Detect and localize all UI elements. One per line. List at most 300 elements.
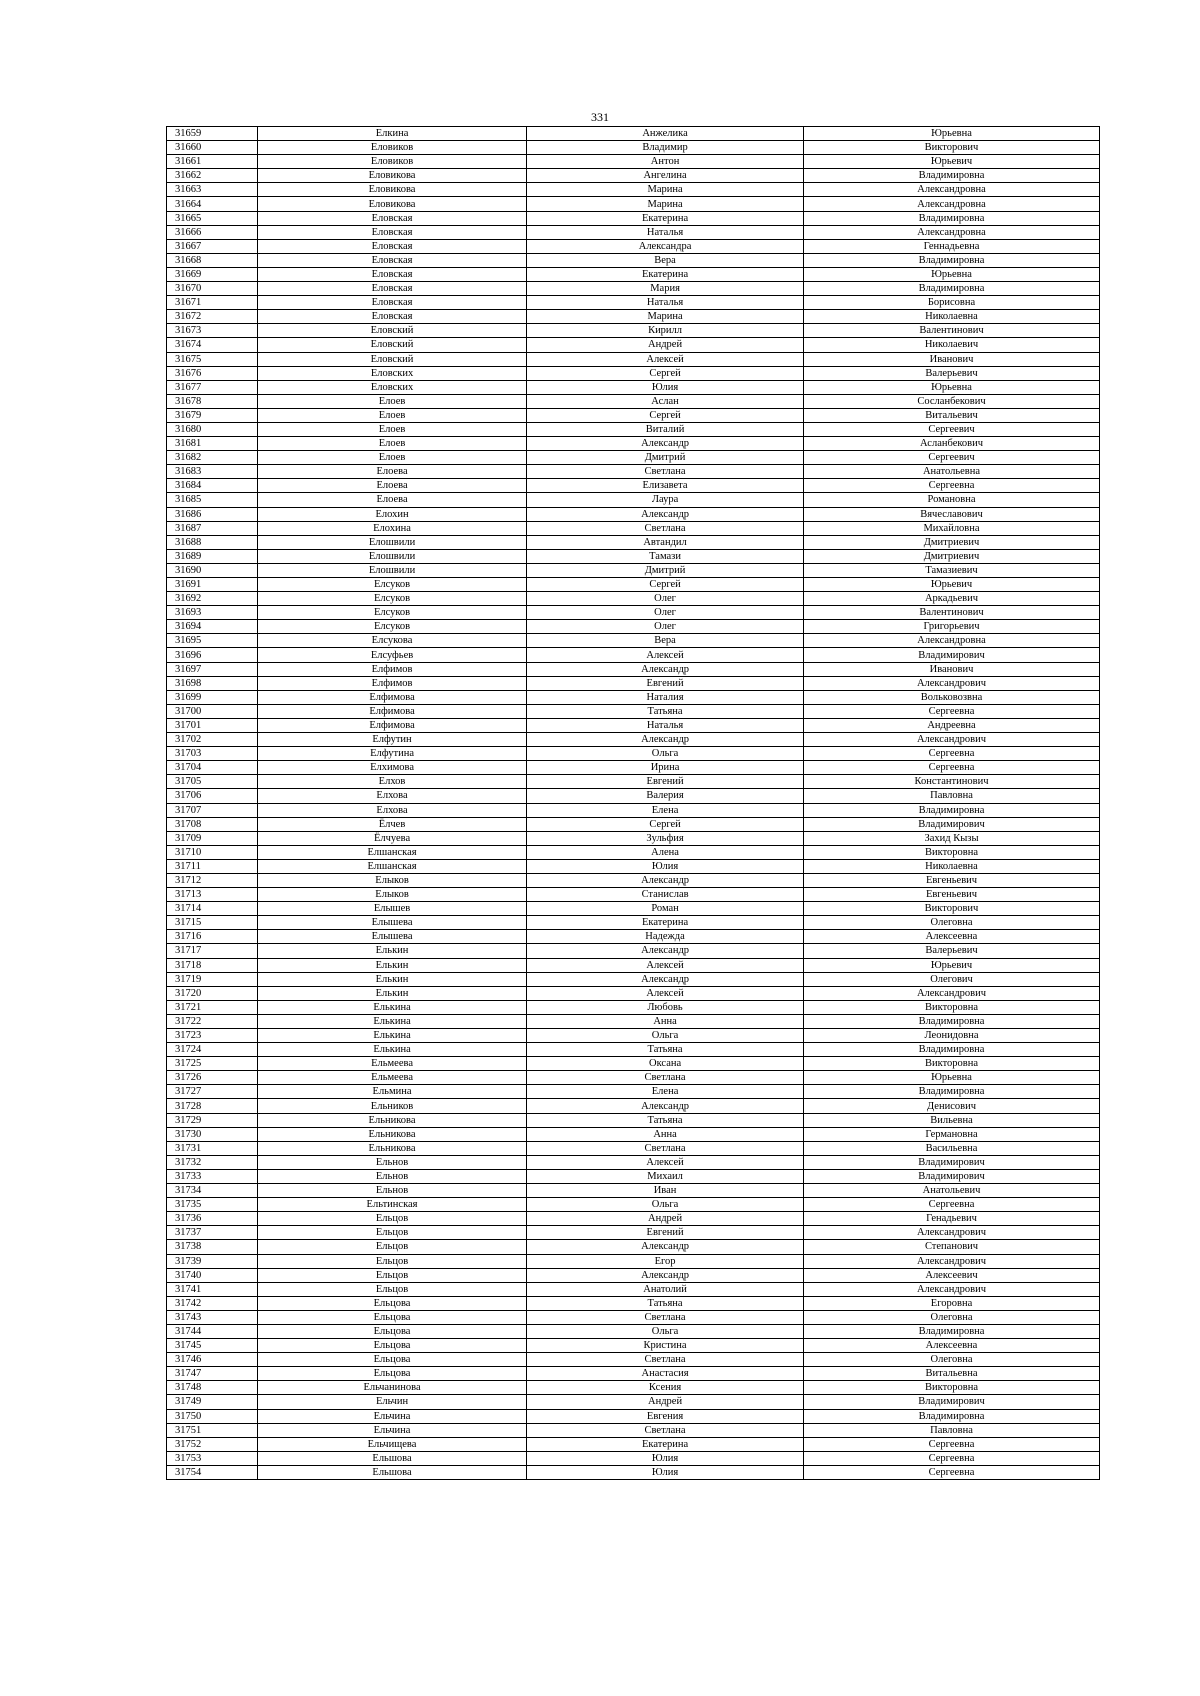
last-name-cell: Елоев bbox=[257, 451, 526, 465]
patronymic-cell: Павловна bbox=[804, 789, 1100, 803]
last-name-cell: Ёлчев bbox=[257, 817, 526, 831]
record-number-cell: 31672 bbox=[167, 310, 258, 324]
last-name-cell: Еловский bbox=[257, 338, 526, 352]
table-row bbox=[167, 718, 1100, 732]
patronymic-cell: Владимирович bbox=[804, 1395, 1100, 1409]
record-number-cell: 31700 bbox=[167, 704, 258, 718]
last-name-cell: Ельмеева bbox=[257, 1071, 526, 1085]
first-name-cell: Мария bbox=[527, 282, 804, 296]
table-row bbox=[167, 873, 1100, 887]
first-name-cell: Наталия bbox=[527, 690, 804, 704]
first-name-cell: Светлана bbox=[527, 1353, 804, 1367]
last-name-cell: Ельцова bbox=[257, 1296, 526, 1310]
table-row bbox=[167, 1254, 1100, 1268]
last-name-cell: Елышев bbox=[257, 902, 526, 916]
first-name-cell: Оксана bbox=[527, 1057, 804, 1071]
names-table bbox=[166, 126, 1100, 1480]
table-row bbox=[167, 1310, 1100, 1324]
patronymic-cell: Николаевич bbox=[804, 338, 1100, 352]
last-name-cell: Еловиков bbox=[257, 141, 526, 155]
patronymic-cell: Владимирович bbox=[804, 1169, 1100, 1183]
record-number-cell: 31674 bbox=[167, 338, 258, 352]
last-name-cell: Еловикова bbox=[257, 197, 526, 211]
last-name-cell: Елсуков bbox=[257, 606, 526, 620]
last-name-cell: Елоева bbox=[257, 479, 526, 493]
first-name-cell: Владимир bbox=[527, 141, 804, 155]
patronymic-cell: Сергеевна bbox=[804, 1451, 1100, 1465]
record-number-cell: 31741 bbox=[167, 1282, 258, 1296]
record-number-cell: 31689 bbox=[167, 549, 258, 563]
record-number-cell: 31723 bbox=[167, 1029, 258, 1043]
last-name-cell: Ельцова bbox=[257, 1339, 526, 1353]
table-row bbox=[167, 620, 1100, 634]
first-name-cell: Олег bbox=[527, 620, 804, 634]
last-name-cell: Ельтинская bbox=[257, 1198, 526, 1212]
table-row bbox=[167, 676, 1100, 690]
first-name-cell: Анна bbox=[527, 1014, 804, 1028]
record-number-cell: 31719 bbox=[167, 972, 258, 986]
last-name-cell: Елышева bbox=[257, 930, 526, 944]
table-row bbox=[167, 1085, 1100, 1099]
record-number-cell: 31683 bbox=[167, 465, 258, 479]
last-name-cell: Еловская bbox=[257, 225, 526, 239]
last-name-cell: Елсукова bbox=[257, 634, 526, 648]
patronymic-cell: Александрович bbox=[804, 1282, 1100, 1296]
patronymic-cell: Александрович bbox=[804, 1254, 1100, 1268]
first-name-cell: Иван bbox=[527, 1184, 804, 1198]
first-name-cell: Александр bbox=[527, 972, 804, 986]
first-name-cell: Зульфия bbox=[527, 831, 804, 845]
last-name-cell: Елсуфьев bbox=[257, 648, 526, 662]
patronymic-cell: Александровна bbox=[804, 225, 1100, 239]
record-number-cell: 31714 bbox=[167, 902, 258, 916]
last-name-cell: Елхова bbox=[257, 789, 526, 803]
patronymic-cell: Константинович bbox=[804, 775, 1100, 789]
patronymic-cell: Вячеславович bbox=[804, 507, 1100, 521]
table-row bbox=[167, 1324, 1100, 1338]
table-row bbox=[167, 789, 1100, 803]
first-name-cell: Лаура bbox=[527, 493, 804, 507]
patronymic-cell: Викторович bbox=[804, 141, 1100, 155]
table-row bbox=[167, 1353, 1100, 1367]
patronymic-cell: Владимирович bbox=[804, 817, 1100, 831]
table-row bbox=[167, 563, 1100, 577]
last-name-cell: Елоев bbox=[257, 408, 526, 422]
table-row bbox=[167, 958, 1100, 972]
record-number-cell: 31690 bbox=[167, 563, 258, 577]
last-name-cell: Ельцова bbox=[257, 1353, 526, 1367]
last-name-cell: Еловский bbox=[257, 324, 526, 338]
patronymic-cell: Юрьевич bbox=[804, 958, 1100, 972]
last-name-cell: Ельчина bbox=[257, 1409, 526, 1423]
last-name-cell: Ельцов bbox=[257, 1212, 526, 1226]
last-name-cell: Елфимова bbox=[257, 690, 526, 704]
first-name-cell: Виталий bbox=[527, 422, 804, 436]
table-row bbox=[167, 648, 1100, 662]
first-name-cell: Валерия bbox=[527, 789, 804, 803]
last-name-cell: Елфимова bbox=[257, 718, 526, 732]
table-row bbox=[167, 845, 1100, 859]
record-number-cell: 31740 bbox=[167, 1268, 258, 1282]
first-name-cell: Егор bbox=[527, 1254, 804, 1268]
patronymic-cell: Николаевна bbox=[804, 310, 1100, 324]
patronymic-cell: Александрович bbox=[804, 1226, 1100, 1240]
last-name-cell: Ельчанинова bbox=[257, 1381, 526, 1395]
first-name-cell: Михаил bbox=[527, 1169, 804, 1183]
first-name-cell: Александр bbox=[527, 1268, 804, 1282]
patronymic-cell: Николаевна bbox=[804, 859, 1100, 873]
record-number-cell: 31754 bbox=[167, 1465, 258, 1479]
last-name-cell: Елсуков bbox=[257, 592, 526, 606]
patronymic-cell: Дмитриевич bbox=[804, 535, 1100, 549]
first-name-cell: Сергей bbox=[527, 817, 804, 831]
first-name-cell: Светлана bbox=[527, 1141, 804, 1155]
patronymic-cell: Михайловна bbox=[804, 521, 1100, 535]
first-name-cell: Екатерина bbox=[527, 916, 804, 930]
first-name-cell: Олег bbox=[527, 606, 804, 620]
table-row bbox=[167, 211, 1100, 225]
table-row bbox=[167, 1113, 1100, 1127]
last-name-cell: Елькина bbox=[257, 1014, 526, 1028]
table-row bbox=[167, 930, 1100, 944]
patronymic-cell: Александровна bbox=[804, 197, 1100, 211]
first-name-cell: Юлия bbox=[527, 1451, 804, 1465]
record-number-cell: 31731 bbox=[167, 1141, 258, 1155]
record-number-cell: 31694 bbox=[167, 620, 258, 634]
patronymic-cell: Захид Кызы bbox=[804, 831, 1100, 845]
last-name-cell: Еловикова bbox=[257, 169, 526, 183]
last-name-cell: Елкина bbox=[257, 127, 526, 141]
record-number-cell: 31660 bbox=[167, 141, 258, 155]
first-name-cell: Юлия bbox=[527, 859, 804, 873]
table-row bbox=[167, 1437, 1100, 1451]
last-name-cell: Ельцова bbox=[257, 1310, 526, 1324]
table-row bbox=[167, 1423, 1100, 1437]
record-number-cell: 31724 bbox=[167, 1043, 258, 1057]
patronymic-cell: Сергеевна bbox=[804, 1465, 1100, 1479]
table-row bbox=[167, 422, 1100, 436]
record-number-cell: 31752 bbox=[167, 1437, 258, 1451]
first-name-cell: Ольга bbox=[527, 747, 804, 761]
patronymic-cell: Романовна bbox=[804, 493, 1100, 507]
record-number-cell: 31687 bbox=[167, 521, 258, 535]
record-number-cell: 31747 bbox=[167, 1367, 258, 1381]
first-name-cell: Ангелина bbox=[527, 169, 804, 183]
first-name-cell: Ольга bbox=[527, 1324, 804, 1338]
patronymic-cell: Сергеевич bbox=[804, 422, 1100, 436]
table-row bbox=[167, 606, 1100, 620]
last-name-cell: Елхова bbox=[257, 803, 526, 817]
table-row bbox=[167, 324, 1100, 338]
patronymic-cell: Алексеевна bbox=[804, 1339, 1100, 1353]
table-row bbox=[167, 1409, 1100, 1423]
patronymic-cell: Юрьевна bbox=[804, 1071, 1100, 1085]
table-row bbox=[167, 141, 1100, 155]
last-name-cell: Еловская bbox=[257, 239, 526, 253]
patronymic-cell: Олеговна bbox=[804, 916, 1100, 930]
patronymic-cell: Сергеевна bbox=[804, 479, 1100, 493]
patronymic-cell: Леонидовна bbox=[804, 1029, 1100, 1043]
table-row bbox=[167, 535, 1100, 549]
record-number-cell: 31750 bbox=[167, 1409, 258, 1423]
table-row bbox=[167, 888, 1100, 902]
last-name-cell: Еловская bbox=[257, 282, 526, 296]
patronymic-cell: Евгеньевич bbox=[804, 873, 1100, 887]
last-name-cell: Елькина bbox=[257, 1043, 526, 1057]
patronymic-cell: Анатольевна bbox=[804, 465, 1100, 479]
first-name-cell: Екатерина bbox=[527, 1437, 804, 1451]
record-number-cell: 31734 bbox=[167, 1184, 258, 1198]
last-name-cell: Елохин bbox=[257, 507, 526, 521]
patronymic-cell: Витальевна bbox=[804, 1367, 1100, 1381]
record-number-cell: 31749 bbox=[167, 1395, 258, 1409]
table-row bbox=[167, 253, 1100, 267]
first-name-cell: Татьяна bbox=[527, 1296, 804, 1310]
last-name-cell: Ельцов bbox=[257, 1254, 526, 1268]
patronymic-cell: Александрович bbox=[804, 733, 1100, 747]
patronymic-cell: Валентинович bbox=[804, 324, 1100, 338]
first-name-cell: Наталья bbox=[527, 718, 804, 732]
last-name-cell: Ельцова bbox=[257, 1324, 526, 1338]
last-name-cell: Еловская bbox=[257, 267, 526, 281]
first-name-cell: Наталья bbox=[527, 296, 804, 310]
record-number-cell: 31698 bbox=[167, 676, 258, 690]
patronymic-cell: Егоровна bbox=[804, 1296, 1100, 1310]
last-name-cell: Ельцов bbox=[257, 1282, 526, 1296]
patronymic-cell: Тамазиевич bbox=[804, 563, 1100, 577]
last-name-cell: Елькин bbox=[257, 986, 526, 1000]
first-name-cell: Алена bbox=[527, 845, 804, 859]
table-row bbox=[167, 465, 1100, 479]
table-row bbox=[167, 507, 1100, 521]
first-name-cell: Станислав bbox=[527, 888, 804, 902]
patronymic-cell: Юрьевич bbox=[804, 155, 1100, 169]
record-number-cell: 31706 bbox=[167, 789, 258, 803]
record-number-cell: 31710 bbox=[167, 845, 258, 859]
table-row bbox=[167, 1268, 1100, 1282]
patronymic-cell: Викторовна bbox=[804, 1381, 1100, 1395]
table-row bbox=[167, 267, 1100, 281]
last-name-cell: Ельцов bbox=[257, 1226, 526, 1240]
patronymic-cell: Валерьевич bbox=[804, 366, 1100, 380]
table-row bbox=[167, 155, 1100, 169]
table-row bbox=[167, 1014, 1100, 1028]
patronymic-cell: Владимировна bbox=[804, 282, 1100, 296]
patronymic-cell: Сергеевна bbox=[804, 761, 1100, 775]
first-name-cell: Сергей bbox=[527, 578, 804, 592]
record-number-cell: 31713 bbox=[167, 888, 258, 902]
page-number: 331 bbox=[591, 110, 609, 124]
patronymic-cell: Юрьевна bbox=[804, 380, 1100, 394]
patronymic-cell: Сергеевна bbox=[804, 747, 1100, 761]
last-name-cell: Елфимов bbox=[257, 662, 526, 676]
table-row bbox=[167, 972, 1100, 986]
table-row bbox=[167, 986, 1100, 1000]
first-name-cell: Елизавета bbox=[527, 479, 804, 493]
first-name-cell: Евгения bbox=[527, 1409, 804, 1423]
patronymic-cell: Викторовна bbox=[804, 1057, 1100, 1071]
last-name-cell: Ельмеева bbox=[257, 1057, 526, 1071]
first-name-cell: Татьяна bbox=[527, 704, 804, 718]
record-number-cell: 31735 bbox=[167, 1198, 258, 1212]
last-name-cell: Елоев bbox=[257, 422, 526, 436]
table-row bbox=[167, 775, 1100, 789]
record-number-cell: 31695 bbox=[167, 634, 258, 648]
record-number-cell: 31661 bbox=[167, 155, 258, 169]
first-name-cell: Александр bbox=[527, 1240, 804, 1254]
patronymic-cell: Денисович bbox=[804, 1099, 1100, 1113]
record-number-cell: 31716 bbox=[167, 930, 258, 944]
record-number-cell: 31662 bbox=[167, 169, 258, 183]
record-number-cell: 31676 bbox=[167, 366, 258, 380]
record-number-cell: 31677 bbox=[167, 380, 258, 394]
first-name-cell: Олег bbox=[527, 592, 804, 606]
last-name-cell: Еловикова bbox=[257, 183, 526, 197]
first-name-cell: Евгений bbox=[527, 775, 804, 789]
record-number-cell: 31692 bbox=[167, 592, 258, 606]
last-name-cell: Елфимов bbox=[257, 676, 526, 690]
patronymic-cell: Викторович bbox=[804, 902, 1100, 916]
record-number-cell: 31709 bbox=[167, 831, 258, 845]
last-name-cell: Еловская bbox=[257, 296, 526, 310]
patronymic-cell: Владимировна bbox=[804, 253, 1100, 267]
last-name-cell: Елыков bbox=[257, 888, 526, 902]
record-number-cell: 31751 bbox=[167, 1423, 258, 1437]
patronymic-cell: Олеговна bbox=[804, 1353, 1100, 1367]
table-row bbox=[167, 521, 1100, 535]
patronymic-cell: Викторовна bbox=[804, 845, 1100, 859]
patronymic-cell: Евгеньевич bbox=[804, 888, 1100, 902]
last-name-cell: Елохина bbox=[257, 521, 526, 535]
first-name-cell: Светлана bbox=[527, 1071, 804, 1085]
table-row bbox=[167, 310, 1100, 324]
first-name-cell: Алексей bbox=[527, 648, 804, 662]
first-name-cell: Светлана bbox=[527, 1310, 804, 1324]
patronymic-cell: Сосланбекович bbox=[804, 394, 1100, 408]
patronymic-cell: Владимирович bbox=[804, 648, 1100, 662]
table-row bbox=[167, 634, 1100, 648]
first-name-cell: Светлана bbox=[527, 1423, 804, 1437]
record-number-cell: 31746 bbox=[167, 1353, 258, 1367]
table-row bbox=[167, 662, 1100, 676]
table-row bbox=[167, 1057, 1100, 1071]
record-number-cell: 31684 bbox=[167, 479, 258, 493]
patronymic-cell: Александрович bbox=[804, 986, 1100, 1000]
patronymic-cell: Юрьевич bbox=[804, 578, 1100, 592]
table-row bbox=[167, 366, 1100, 380]
table-row bbox=[167, 747, 1100, 761]
last-name-cell: Ельцов bbox=[257, 1240, 526, 1254]
last-name-cell: Ельцова bbox=[257, 1367, 526, 1381]
record-number-cell: 31681 bbox=[167, 437, 258, 451]
patronymic-cell: Григорьевич bbox=[804, 620, 1100, 634]
table-row bbox=[167, 296, 1100, 310]
first-name-cell: Александр bbox=[527, 662, 804, 676]
record-number-cell: 31717 bbox=[167, 944, 258, 958]
table-row bbox=[167, 831, 1100, 845]
record-number-cell: 31685 bbox=[167, 493, 258, 507]
patronymic-cell: Степанович bbox=[804, 1240, 1100, 1254]
table-row bbox=[167, 127, 1100, 141]
patronymic-cell: Владимировна bbox=[804, 169, 1100, 183]
record-number-cell: 31728 bbox=[167, 1099, 258, 1113]
patronymic-cell: Сергеевна bbox=[804, 704, 1100, 718]
table-row bbox=[167, 1155, 1100, 1169]
table-row bbox=[167, 1339, 1100, 1353]
first-name-cell: Екатерина bbox=[527, 211, 804, 225]
patronymic-cell: Генадьевич bbox=[804, 1212, 1100, 1226]
record-number-cell: 31704 bbox=[167, 761, 258, 775]
record-number-cell: 31732 bbox=[167, 1155, 258, 1169]
record-number-cell: 31665 bbox=[167, 211, 258, 225]
table-row bbox=[167, 592, 1100, 606]
first-name-cell: Татьяна bbox=[527, 1043, 804, 1057]
table-row bbox=[167, 225, 1100, 239]
first-name-cell: Автандил bbox=[527, 535, 804, 549]
last-name-cell: Елшанская bbox=[257, 859, 526, 873]
record-number-cell: 31721 bbox=[167, 1000, 258, 1014]
record-number-cell: 31722 bbox=[167, 1014, 258, 1028]
first-name-cell: Вера bbox=[527, 634, 804, 648]
patronymic-cell: Вильевна bbox=[804, 1113, 1100, 1127]
first-name-cell: Александр bbox=[527, 873, 804, 887]
last-name-cell: Ёлчуева bbox=[257, 831, 526, 845]
patronymic-cell: Владимировна bbox=[804, 1014, 1100, 1028]
record-number-cell: 31691 bbox=[167, 578, 258, 592]
names-table-body bbox=[167, 127, 1100, 1480]
last-name-cell: Елхимова bbox=[257, 761, 526, 775]
patronymic-cell: Викторовна bbox=[804, 1000, 1100, 1014]
patronymic-cell: Олеговна bbox=[804, 1310, 1100, 1324]
first-name-cell: Елена bbox=[527, 1085, 804, 1099]
last-name-cell: Ельникова bbox=[257, 1141, 526, 1155]
last-name-cell: Ельчин bbox=[257, 1395, 526, 1409]
table-row bbox=[167, 183, 1100, 197]
table-row bbox=[167, 479, 1100, 493]
last-name-cell: Елькин bbox=[257, 944, 526, 958]
table-row bbox=[167, 944, 1100, 958]
first-name-cell: Юлия bbox=[527, 1465, 804, 1479]
table-row bbox=[167, 197, 1100, 211]
last-name-cell: Елоева bbox=[257, 465, 526, 479]
last-name-cell: Еловская bbox=[257, 310, 526, 324]
first-name-cell: Анастасия bbox=[527, 1367, 804, 1381]
table-row bbox=[167, 578, 1100, 592]
last-name-cell: Елсуков bbox=[257, 578, 526, 592]
first-name-cell: Евгений bbox=[527, 676, 804, 690]
table-row bbox=[167, 1029, 1100, 1043]
patronymic-cell: Владимировна bbox=[804, 1324, 1100, 1338]
last-name-cell: Еловских bbox=[257, 380, 526, 394]
first-name-cell: Сергей bbox=[527, 408, 804, 422]
patronymic-cell: Валентинович bbox=[804, 606, 1100, 620]
last-name-cell: Елфутин bbox=[257, 733, 526, 747]
patronymic-cell: Дмитриевич bbox=[804, 549, 1100, 563]
table-row bbox=[167, 690, 1100, 704]
record-number-cell: 31743 bbox=[167, 1310, 258, 1324]
first-name-cell: Александр bbox=[527, 437, 804, 451]
first-name-cell: Тамази bbox=[527, 549, 804, 563]
last-name-cell: Елошвили bbox=[257, 549, 526, 563]
last-name-cell: Ельников bbox=[257, 1099, 526, 1113]
last-name-cell: Елоева bbox=[257, 493, 526, 507]
patronymic-cell: Иванович bbox=[804, 352, 1100, 366]
record-number-cell: 31688 bbox=[167, 535, 258, 549]
table-row bbox=[167, 1282, 1100, 1296]
patronymic-cell: Сергеевич bbox=[804, 451, 1100, 465]
patronymic-cell: Валерьевич bbox=[804, 944, 1100, 958]
record-number-cell: 31679 bbox=[167, 408, 258, 422]
